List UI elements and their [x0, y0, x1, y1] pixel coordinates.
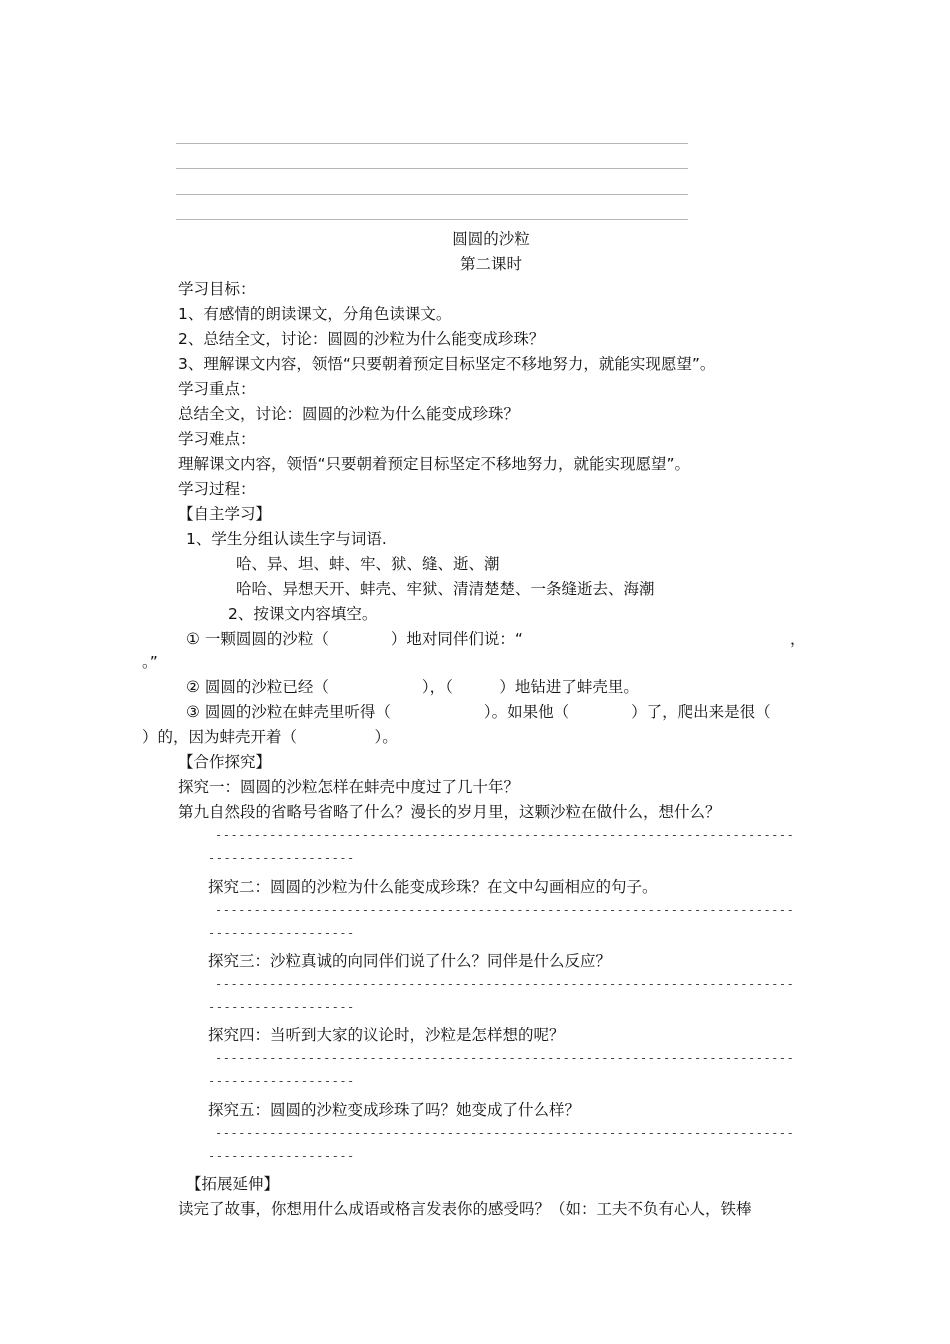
- question-5: 探究五：圆圆的沙粒变成珍珠了吗？她变成了什么样？: [208, 1101, 581, 1119]
- lesson-subtitle: 第二课时: [459, 255, 522, 273]
- answer-line: ---------------------------------------------------------------------------: [215, 1126, 795, 1140]
- key-text: 总结全文，讨论：圆圆的沙粒为什么能变成珍珠？: [178, 405, 520, 423]
- page-title: 圆圆的沙粒: [452, 230, 530, 248]
- fill-item-3: ③ 圆圆的沙粒在蚌壳里听得（ ）。如果他（ ）了，爬出来是很（: [186, 703, 771, 721]
- self-study-heading: 【自主学习】: [178, 505, 272, 523]
- answer-line: -------------------: [208, 926, 355, 940]
- difficulty-heading: 学习难点：: [178, 430, 256, 448]
- fill-item-1-comma: ，: [790, 630, 806, 648]
- answer-line: -------------------: [208, 1074, 355, 1088]
- fill-item-3-cont: ）的，因为蚌壳开着（ ）。: [142, 728, 398, 746]
- question-3: 探究三：沙粒真诚的向同伴们说了什么？同伴是什么反应？: [208, 952, 612, 970]
- answer-line: -------------------: [208, 1000, 355, 1014]
- question-1: 探究一：圆圆的沙粒怎样在蚌壳中度过了几十年？: [178, 778, 520, 796]
- difficulty-text: 理解课文内容，领悟“只要朝着预定目标坚定不移地努力，就能实现愿望”。: [178, 455, 691, 473]
- answer-line: -------------------: [208, 1149, 355, 1163]
- goal-item: 3、理解课文内容，领悟“只要朝着预定目标坚定不移地努力，就能实现愿望”。: [178, 355, 716, 373]
- question-1b: 第九自然段的省略号省略了什么？漫长的岁月里，这颗沙粒在做什么，想什么？: [178, 803, 721, 821]
- cooperate-heading: 【合作探究】: [178, 753, 272, 771]
- blank-line-4: [176, 219, 688, 220]
- answer-line: ---------------------------------------------------------------------------: [215, 903, 795, 917]
- goals-heading: 学习目标：: [178, 280, 256, 298]
- blank-line-2: [176, 168, 688, 169]
- extend-text: 读完了故事，你想用什么成语或格言发表你的感受吗？（如：工夫不负有心人，铁棒: [178, 1200, 752, 1218]
- blank-line-1: [176, 143, 688, 144]
- fill-item-1-end: 。”: [142, 653, 158, 671]
- fill-item-2: ② 圆圆的沙粒已经（ ），（ ）地钻进了蚌壳里。: [186, 678, 639, 696]
- blank-line-3: [176, 194, 688, 195]
- goal-item: 2、总结全文，讨论：圆圆的沙粒为什么能变成珍珠？: [178, 330, 545, 348]
- answer-line: ---------------------------------------------------------------------------: [215, 1051, 795, 1065]
- fill-item-1: ① 一颗圆圆的沙粒（ ）地对同伴们说：“: [186, 630, 523, 648]
- answer-line: ---------------------------------------------------------------------------: [215, 828, 795, 842]
- self-study-item-2: 2、按课文内容填空。: [228, 605, 378, 623]
- words-list: 哈哈、异想天开、蚌壳、牢狱、清清楚楚、一条缝逝去、海潮: [236, 580, 655, 598]
- chars-list: 哈、异、坦、蚌、牢、狱、缝、逝、潮: [236, 555, 500, 573]
- answer-line: -------------------: [208, 851, 355, 865]
- extend-heading: 【拓展延伸】: [186, 1175, 280, 1193]
- question-4: 探究四：当听到大家的议论时，沙粒是怎样想的呢？: [208, 1026, 565, 1044]
- process-heading: 学习过程：: [178, 480, 256, 498]
- key-heading: 学习重点：: [178, 380, 256, 398]
- goal-item: 1、有感情的朗读课文，分角色读课文。: [178, 305, 452, 323]
- answer-line: ---------------------------------------------------------------------------: [215, 977, 795, 991]
- question-2: 探究二：圆圆的沙粒为什么能变成珍珠？在文中勾画相应的句子。: [208, 878, 658, 896]
- self-study-item-1: 1、学生分组认读生字与词语.: [186, 530, 387, 548]
